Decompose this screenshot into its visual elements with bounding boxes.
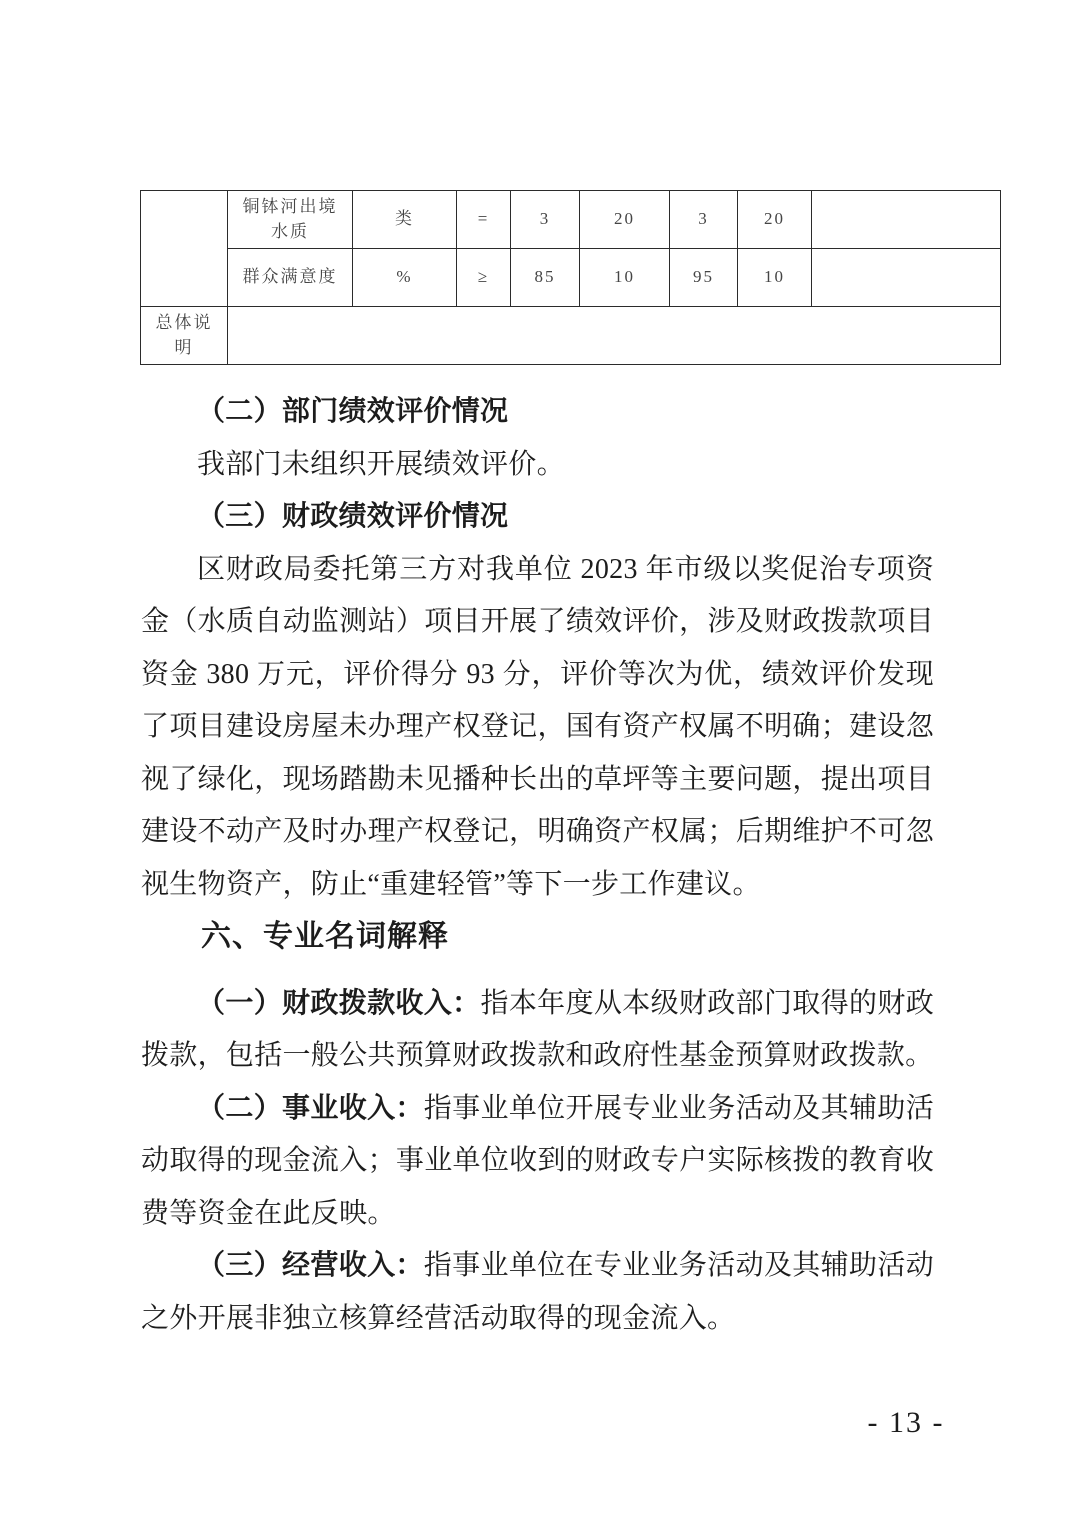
- term-label: （三）经营收入：: [197, 1250, 424, 1281]
- operator-cell: ≥: [457, 249, 511, 307]
- note-cell-empty: [812, 191, 1001, 249]
- document-body: [141, 386, 934, 1345]
- heading-dept-performance-eval: （二）部门绩效评价情况: [197, 396, 509, 427]
- note-cell-empty: [812, 249, 1001, 307]
- group-cell-empty: [141, 191, 228, 307]
- term-definition: 指本年度从本级财政部门取得的财政拨款，包括一般公共预算财政拨款和政府性基金预算财政拨款。: [141, 987, 934, 1071]
- score-cell: 20: [738, 191, 812, 249]
- weight-cell: 20: [580, 191, 670, 249]
- heading-glossary: 六、专业名词解释: [201, 920, 449, 953]
- operator-cell: =: [457, 191, 511, 249]
- weight-cell: 10: [580, 249, 670, 307]
- term-definition: 指事业单位开展专业业务活动及其辅助活动取得的现金流入；事业单位收到的财政专户实际核拨的教育收费等资金在此反映。: [141, 1092, 934, 1229]
- para-dept-performance-eval: 我部门未组织开展绩效评价。: [197, 448, 565, 480]
- page-number: - 13 -: [867, 1406, 945, 1439]
- table-row-summary: [141, 307, 1001, 365]
- term-definition: 指事业单位在专业业务活动及其辅助活动之外开展非独立核算经营活动取得的现金流入。: [141, 1250, 934, 1334]
- performance-indicator-table: [140, 190, 1001, 365]
- target-value-cell: 85: [511, 249, 580, 307]
- summary-value-cell-empty: [228, 307, 1001, 365]
- term-fiscal-appropriation-income: [141, 978, 934, 1083]
- actual-value-cell: 95: [670, 249, 738, 307]
- term-label: （二）事业收入：: [197, 1092, 424, 1124]
- para-fiscal-performance-eval: 区财政局委托第三方对我单位 2023 年市级以奖促治专项资金（水质自动监测站）项目开展了绩效评价，涉及财政拨款项目资金 380 万元，评价得分 93 分，评价等次为优，绩效评价发现了项目建设房屋未办理产权登记，国有资产权属不明确；建设忽视了绿化，现场踏勘未见播种长出的草坪等主要问题，提出项目建设不动产及时办理产权登记，明确资产权属；后期维护不可忽视生物资产，防止“重建轻管”等下一步工作建议。: [141, 553, 934, 900]
- unit-cell: 类: [353, 191, 457, 249]
- score-cell: 10: [738, 249, 812, 307]
- term-business-income: [141, 1240, 934, 1345]
- unit-cell: %: [353, 249, 457, 307]
- actual-value-cell: 3: [670, 191, 738, 249]
- table-row-satisfaction: [141, 249, 1001, 307]
- target-value-cell: 3: [511, 191, 580, 249]
- term-label: （一）财政拨款收入：: [197, 987, 481, 1019]
- indicator-name-cell: 铜钵河出境水质: [228, 191, 353, 249]
- indicator-name-cell: 群众满意度: [228, 249, 353, 307]
- summary-label-cell: 总体说明: [141, 307, 228, 365]
- heading-fiscal-performance-eval: （三）财政绩效评价情况: [197, 501, 509, 532]
- term-operating-income-institution: [141, 1083, 934, 1241]
- table-row-water-quality: [141, 191, 1001, 249]
